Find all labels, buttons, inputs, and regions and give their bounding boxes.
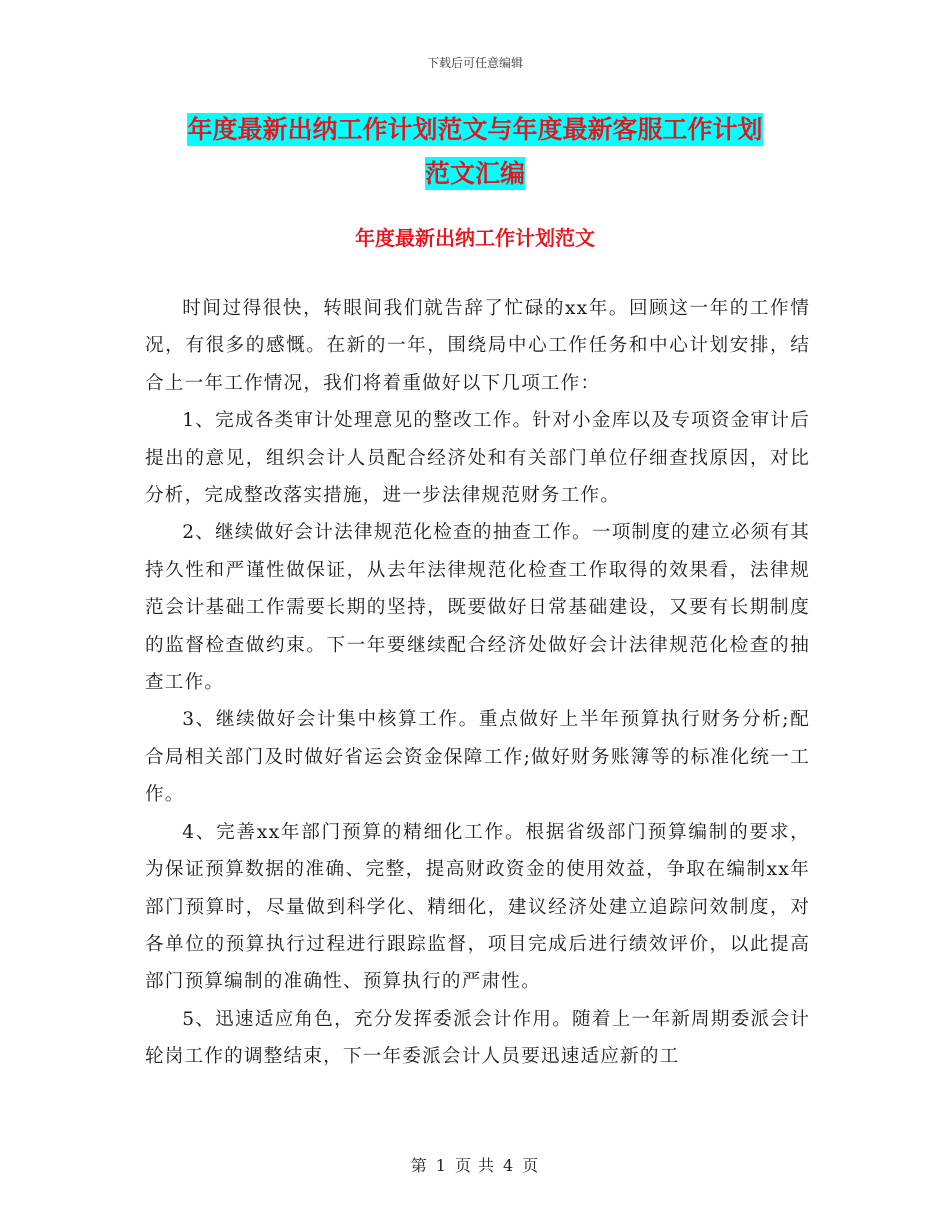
paragraph: 3、继续做好会计集中核算工作。重点做好上半年预算执行财务分析;配合局相关部门及时做好省运会资金保障工作;做好财务账簿等的标准化统一工作。 — [145, 709, 810, 806]
document-title — [140, 108, 810, 196]
footer-total-pages: 4 — [503, 1156, 515, 1175]
paragraph: 5、迅速适应角色，充分发挥委派会计作用。随着上一年新周期委派会计轮岗工作的调整结束，下一年委派会计人员要迅速适应新的工 — [145, 1008, 810, 1068]
footer-suffix: 页 — [522, 1156, 540, 1175]
page-footer — [0, 1153, 950, 1176]
document-body — [145, 290, 810, 1076]
document-title-line1: 年度最新出纳工作计划范文与年度最新客服工作计划 — [187, 115, 763, 144]
paragraph: 2、继续做好会计法律规范化检查的抽查工作。一项制度的建立必须有其持久性和严谨性做保证，从去年法律规范化检查工作取得的效果看，法律规范会计基础工作需要长期的坚持，既要做好日常基础建设，又要有长期制度的监督检查做约束。下一年要继续配合经济处做好会计法律规范化检查的抽查工作。 — [145, 522, 810, 694]
section-title: 年度最新出纳工作计划范文 — [355, 226, 595, 250]
footer-mid: 页 共 — [454, 1156, 496, 1175]
paragraph: 时间过得很快，转眼间我们就告辞了忙碌的xx年。回顾这一年的工作情况，有很多的感慨。在新的一年，围绕局中心工作任务和中心计划安排，结合上一年工作情况，我们将着重做好以下几项工作： — [145, 298, 810, 394]
document-title-line2: 范文汇编 — [424, 159, 525, 188]
paragraph: 1、完成各类审计处理意见的整改工作。针对小金库以及专项资金审计后提出的意见，组织会计人员配合经济处和有关部门单位仔细查找原因，对比分析，完成整改落实措施，进一步法律规范财务工作。 — [145, 410, 810, 507]
footer-page-number: 1 — [435, 1156, 447, 1175]
paragraph: 4、完善xx年部门预算的精细化工作。根据省级部门预算编制的要求，为保证预算数据的准确、完整，提高财政资金的使用效益，争取在编制xx年部门预算时，尽量做到科学化、精细化，建议经济处建立追踪问效制度，对各单位的预算执行过程进行跟踪监督，项目完成后进行绩效评价，以此提高部门预算编制的准确性、预算执行的严肃性。 — [145, 821, 810, 993]
footer-prefix: 第 — [410, 1156, 428, 1175]
header-note: 下载后可任意编辑 — [426, 56, 523, 70]
